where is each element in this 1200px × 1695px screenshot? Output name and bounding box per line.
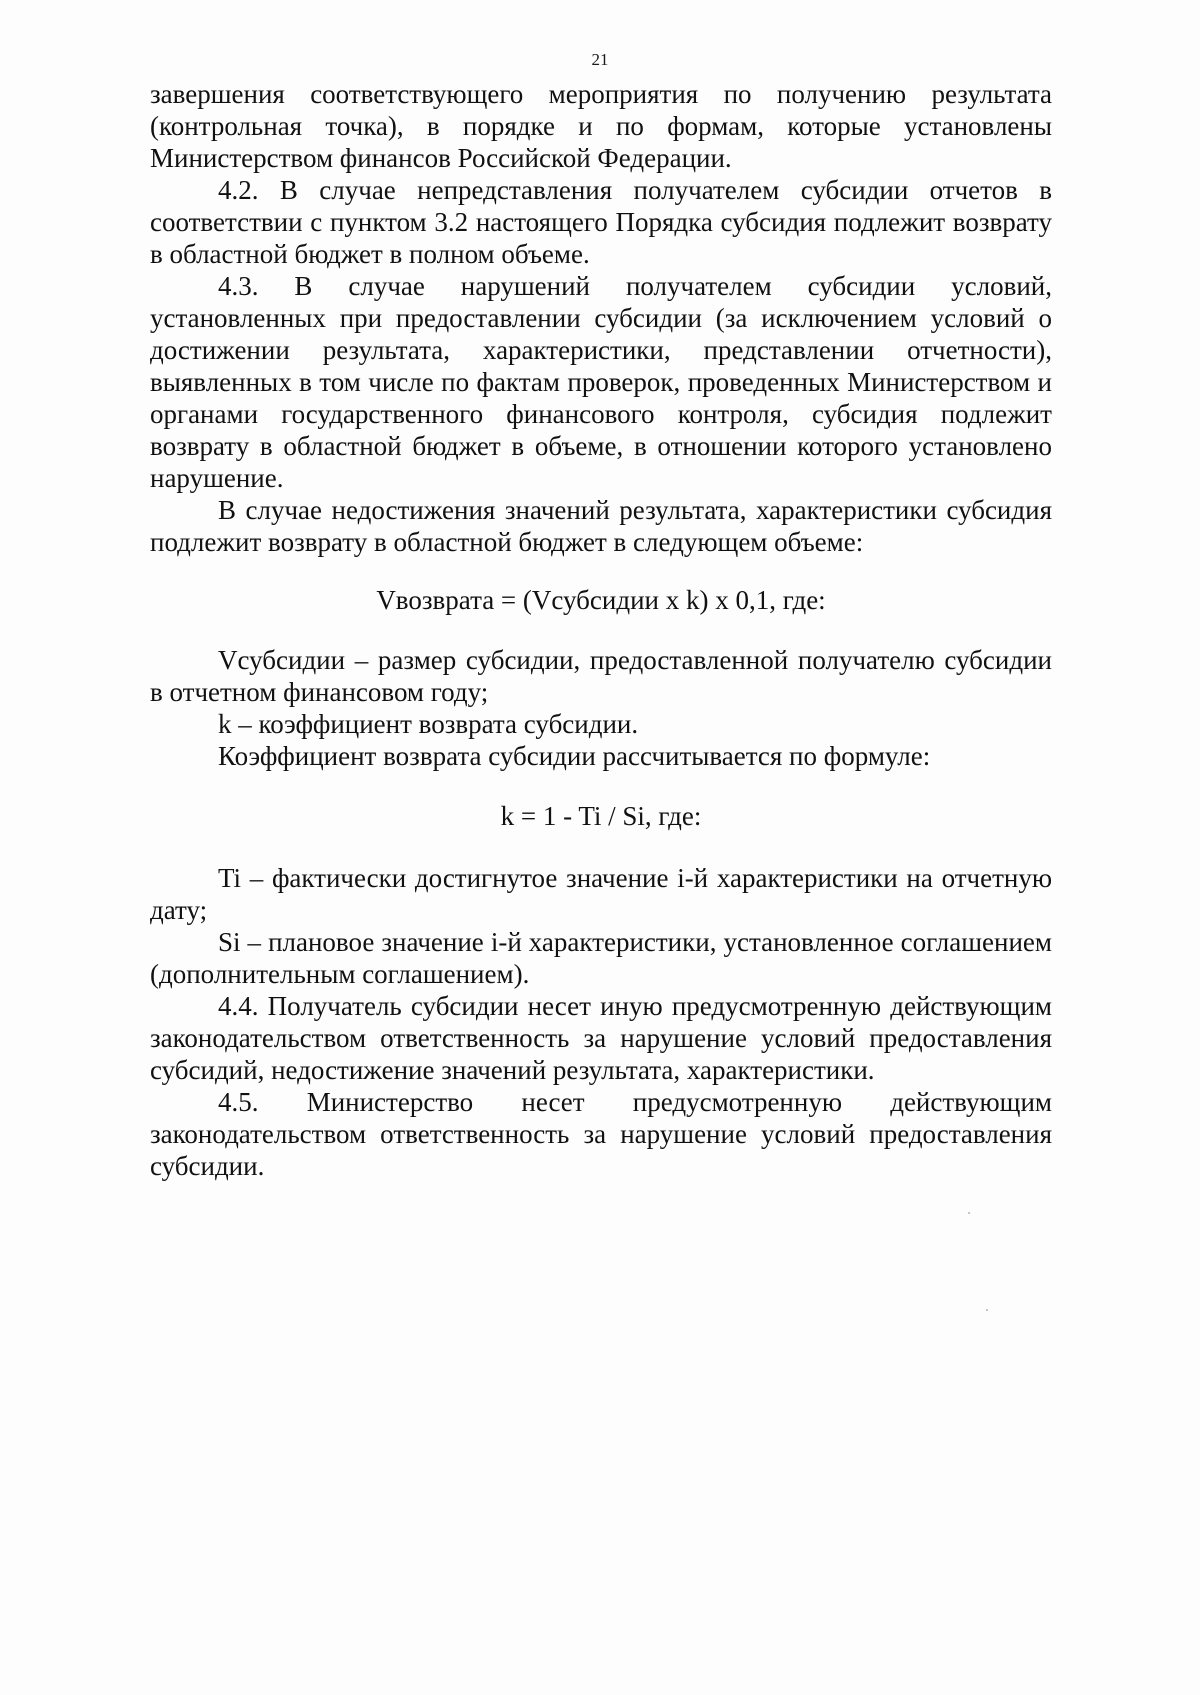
scan-speck [986,1309,988,1311]
paragraph-4-2: 4.2. В случае непредставления получателем субсидии отчетов в соответствии с пунктом 3.2 настоящего Порядка субсидия подлежит возврату в областной бюджет в полном объеме. [150,175,1052,269]
paragraph-non-achievement: В случае недостижения значений результата, характеристики субсидия подлежит возврату в областной бюджет в следующем объеме: [150,495,1052,557]
paragraph-4-3: 4.3. В случае нарушений получателем субсидии условий, установленных при предоставлении субсидии (за исключением условий о достижении результата, характеристики, представлении отчетности), выявленных в том числе по фактам проверок, проведенных Министерством и органами государственного финансового контроля, субсидия подлежит возврату в областной бюджет в объеме, в отношении которого установлено нарушение. [150,271,1052,493]
scan-speck [968,1212,970,1214]
paragraph-4-4: 4.4. Получатель субсидии несет иную предусмотренную действующим законодательством ответственность за нарушение условий предоставления субсидий, недостижение значений результата, характеристики. [150,991,1052,1085]
paragraph-continuation: завершения соответствующего мероприятия по получению результата (контрольная точка), в порядке и по формам, которые установлены Министерством финансов Российской Федерации. [150,79,1052,173]
formula-return-volume: Vвозврата = (Vсубсидии x k) x 0,1, где: [376,585,826,615]
paragraph-4-5: 4.5. Министерство несет предусмотренную действующим законодательством ответственность за нарушение условий предоставления субсидии. [150,1087,1052,1181]
paragraph-coefficient-intro: Коэффициент возврата субсидии рассчитывается по формуле: [218,741,931,771]
definition-ti: Ti – фактически достигнутое значение i-й характеристики на отчетную дату; [150,863,1052,925]
formula-coefficient: k = 1 - Ti / Si, где: [500,801,702,831]
definition-v-subsidy: Vсубсидии – размер субсидии, предоставленной получателю субсидии в отчетном финансовом году; [150,645,1052,707]
page-number: 21 [591,50,609,69]
definition-si: Si – плановое значение i-й характеристики, установленное соглашением (дополнительным соглашением). [150,927,1052,989]
definition-k: k – коэффициент возврата субсидии. [218,709,639,739]
document-body [150,78,1052,1182]
